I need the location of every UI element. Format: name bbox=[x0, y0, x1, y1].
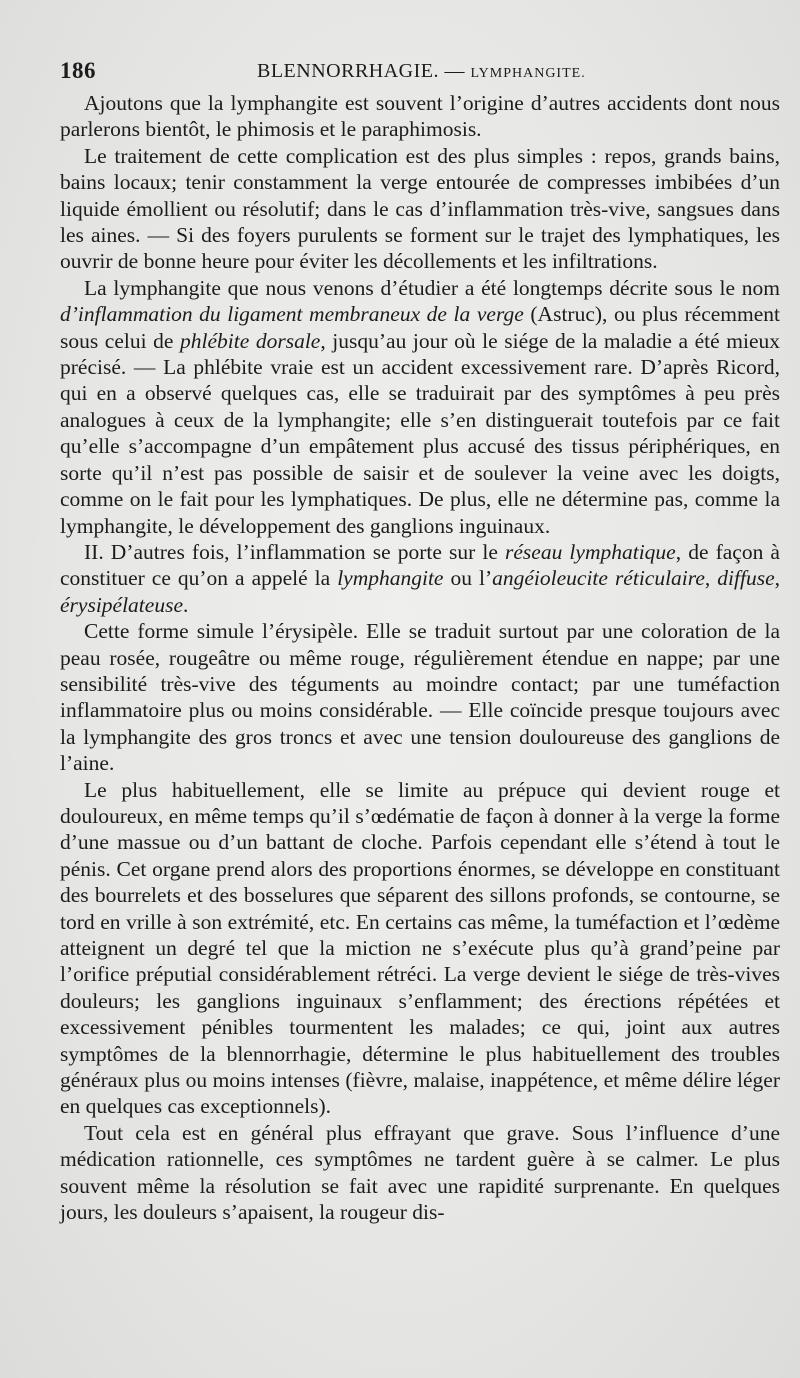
text-run: Cette forme simule l’érysipèle. Elle se traduit surtout par une coloration de la peau rosée, rougeâtre ou même rouge, régulièrement étendue en nappe; par une sensibilité très-vive des téguments au moindre contact; par une tuméfaction inflammatoire plus ou moins considérable. — Elle coïncide presque toujours avec la lymphangite des gros troncs et avec une tension douloureuse des ganglions de l’aine. bbox=[60, 619, 780, 776]
italic-text: lymphangite bbox=[337, 566, 444, 591]
italic-text: angéioleucite réticulaire bbox=[492, 566, 705, 591]
text-run: , bbox=[704, 566, 718, 591]
running-head-dash: — bbox=[439, 60, 471, 82]
paragraph bbox=[60, 539, 780, 618]
text-run: , jusqu’au jour où le siége de la maladie a été mieux précisé. — La phlébite vraie est un accident excessivement rare. D’après Ricord, qui en a observé quelques cas, elle se traduirait par des symptômes à peu près analogues à ceux de la lymphangite; elle s’en distinguerait toutefois par ce fait qu’elle s’accompagne d’un empâtement plus accusé des tissus périphériques, en sorte qu’il n’est pas possible de saisir et de soulever la veine avec les doigts, comme on le fait pour les lymphatiques. De plus, elle ne détermine pas, comme la lymphangite, le développement des ganglions inguinaux. bbox=[60, 328, 780, 538]
italic-text: phlébite dorsale bbox=[180, 328, 321, 353]
body-text bbox=[60, 90, 780, 1225]
italic-text: diffuse bbox=[717, 566, 775, 591]
text-run: . bbox=[183, 592, 189, 617]
running-head-title: BLENNORRHAGIE. bbox=[257, 60, 439, 82]
text-run: ou l’ bbox=[443, 566, 493, 591]
text-run: , bbox=[774, 566, 780, 591]
page-header bbox=[60, 58, 780, 88]
running-head bbox=[257, 60, 586, 83]
paragraph bbox=[60, 618, 780, 776]
paragraph bbox=[60, 1120, 780, 1226]
text-run: (Astruc), ou plus récemment sous celui de bbox=[60, 302, 780, 353]
text-run: Ajoutons que la lymphangite est souvent l’origine d’autres accidents dont nous parlerons bientôt, le phimosis et le paraphimosis. bbox=[60, 91, 780, 142]
paragraph bbox=[60, 143, 780, 275]
running-head-subtitle: LYMPHANGITE. bbox=[470, 66, 586, 81]
text-run: , de façon à constituer ce qu’on a appelé la bbox=[60, 539, 780, 591]
paragraph bbox=[60, 777, 780, 1120]
text-run: II. D’autres fois, l’inflammation se porte sur le bbox=[84, 539, 506, 564]
italic-text: réseau lymphatique bbox=[505, 539, 676, 564]
paragraph bbox=[60, 90, 780, 143]
text-run: Tout cela est en général plus effrayant que grave. Sous l’influence d’une médication rationnelle, ces symptômes ne tardent guère à se calmer. Le plus souvent même la résolution se fait avec une rapidité surprenante. En quelques jours, les douleurs s’apaisent, la rougeur dis- bbox=[60, 1120, 780, 1225]
italic-text: érysipélateuse bbox=[60, 592, 183, 617]
paragraph bbox=[60, 275, 780, 539]
italic-text: d’inflammation du ligament membraneux de la verge bbox=[60, 302, 524, 327]
text-run: Le plus habituellement, elle se limite au prépuce qui devient rouge et douloureux, en même temps qu’il s’œdématie de façon à donner à la verge la forme d’une massue ou d’un battant de cloche. Parfois cependant elle s’étend à tout le pénis. Cet organe prend alors des proportions énormes, se développe en constituant des bourrelets et des bosselures que séparent des sillons profonds, se contourne, se tord en vrille à son extrémité, etc. En certains cas même, la tuméfaction et l’œdème atteignent un degré tel que la miction ne s’exécute plus qu’à grand’peine par l’orifice préputial considérablement rétréci. La verge devient le siége de très-vives douleurs; les ganglions inguinaux s’enflamment; des érections répétées et excessivement pénibles tourmentent les malades; ce qui, joint aux autres symptômes de la blennorrhagie, détermine le plus habituellement des troubles généraux plus ou moins intenses (fièvre, malaise, inappétence, et même délire léger en quelques cas exceptionnels). bbox=[60, 777, 780, 1119]
text-run: Le traitement de cette complication est des plus simples : repos, grands bains, bains locaux; tenir constamment la verge entourée de compresses imbibées d’un liquide émollient ou résolutif; dans le cas d’inflammation très-vive, sangsues dans les aines. — Si des foyers purulents se forment sur le trajet des lymphatiques, les ouvrir de bonne heure pour éviter les décollements et les infiltrations. bbox=[60, 143, 780, 274]
page-number: 186 bbox=[60, 58, 96, 83]
text-run: La lymphangite que nous venons d’étudier a été longtemps décrite sous le nom bbox=[84, 275, 780, 300]
